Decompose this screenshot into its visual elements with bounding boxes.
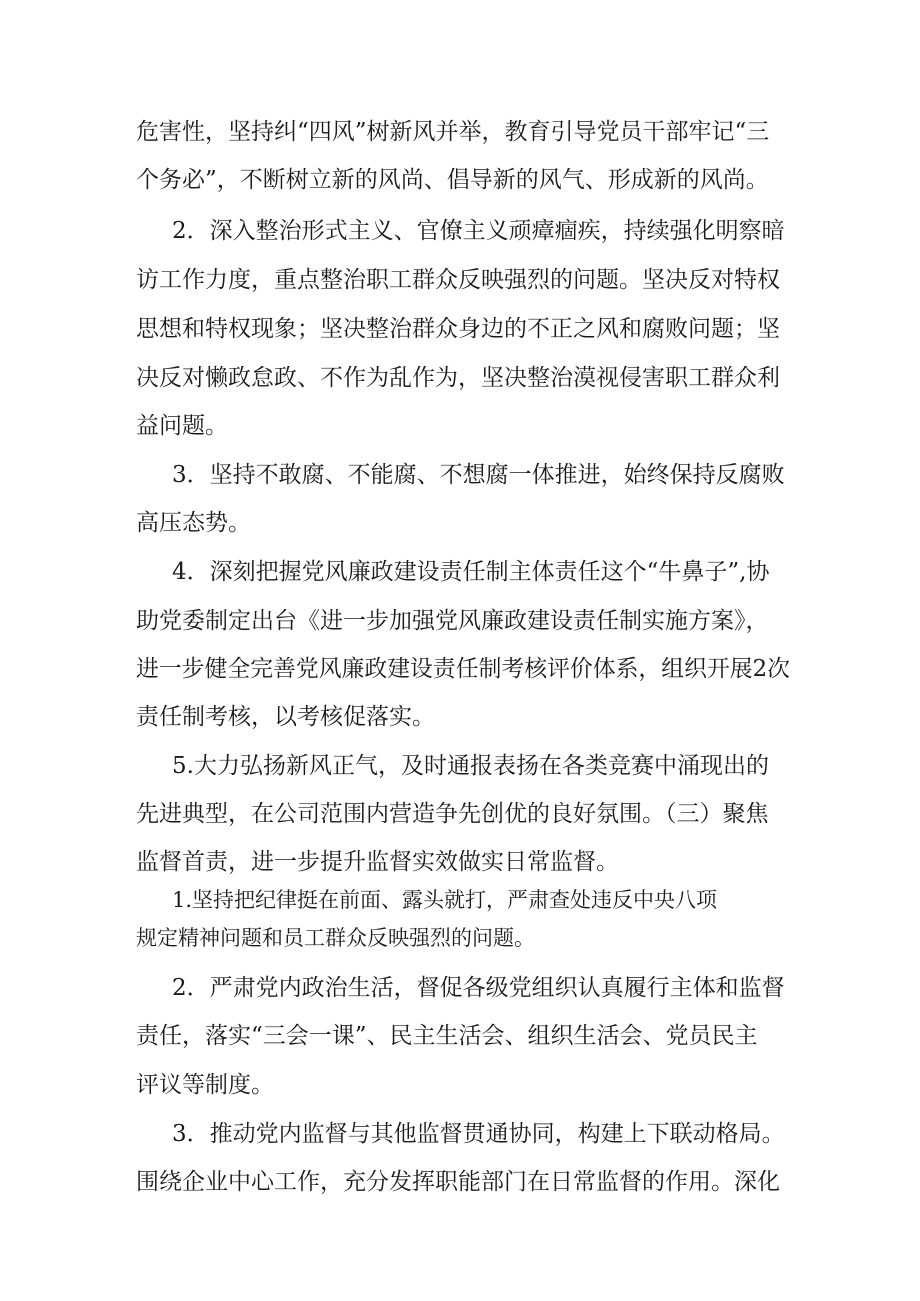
section-heading-3: 监督首责，进一步提升监督实效做实日常监督。 bbox=[136, 849, 619, 875]
text-line-2: 个务必”，不断树立新的风尚、倡导新的风气、形成新的风尚。 bbox=[136, 167, 769, 193]
list-item-b3-line-2: 围绕企业中心工作，充分发挥职能部门在日常监督的作用。深化 bbox=[136, 1169, 780, 1195]
list-item-5-line-2: 先进典型，在公司范围内营造争先创优的良好氛围。（三）聚焦 bbox=[136, 801, 769, 827]
list-item-2-line-5: 益问题。 bbox=[136, 413, 228, 439]
list-item-4-line-1: 4．深刻把握党风廉政建设责任制主体责任这个“牛鼻子”,协 bbox=[172, 559, 770, 585]
list-item-b2-line-2: 责任，落实“三会一课”、民主生活会、组织生活会、党员民主 bbox=[136, 1023, 758, 1049]
list-item-4-line-4: 责任制考核，以考核促落实。 bbox=[136, 704, 435, 730]
list-item-3-line-2: 高压态势。 bbox=[136, 510, 251, 536]
list-item-b2-line-1: 2．严肃党内政治生活，督促各级党组织认真履行主体和监督 bbox=[172, 975, 785, 1001]
list-item-2-line-3: 思想和特权现象；坚决整治群众身边的不正之风和腐败问题；坚 bbox=[136, 316, 780, 342]
list-item-4-line-2: 助党委制定出台《进一步加强党风廉政建设责任制实施方案》， bbox=[136, 608, 769, 634]
text-line-1: 危害性，坚持纠“四风”树新风并举，教育引导党员干部牢记“三 bbox=[136, 119, 770, 145]
list-item-b1-line-2: 规定精神问题和员工群众反映强烈的问题。 bbox=[136, 926, 535, 950]
list-item-2-line-2: 访工作力度，重点整治职工群众反映强烈的问题。坚决反对特权 bbox=[136, 267, 780, 293]
list-item-2-line-1: 2．深入整治形式主义、官僚主义顽瘴痼疾，持续强化明察暗 bbox=[172, 218, 785, 244]
list-item-b3-line-1: 3．推动党内监督与其他监督贯通协同，构建上下联动格局。 bbox=[172, 1121, 785, 1147]
list-item-5-line-1: 5.大力弘扬新风正气，及时通报表扬在各类竞赛中涌现出的 bbox=[172, 753, 769, 779]
list-item-b1-line-1: 1.坚持把纪律挺在前面、露头就打，严肃查处违反中央八项 bbox=[172, 888, 718, 912]
list-item-b2-line-3: 评议等制度。 bbox=[136, 1072, 274, 1098]
list-item-4-line-3: 进一步健全完善党风廉政建设责任制考核评价体系，组织开展2次 bbox=[136, 656, 790, 682]
list-item-3-line-1: 3．坚持不敢腐、不能腐、不想腐一体推进，始终保持反腐败 bbox=[172, 462, 785, 488]
list-item-2-line-4: 决反对懒政怠政、不作为乱作为，坚决整治漠视侵害职工群众利 bbox=[136, 365, 780, 391]
